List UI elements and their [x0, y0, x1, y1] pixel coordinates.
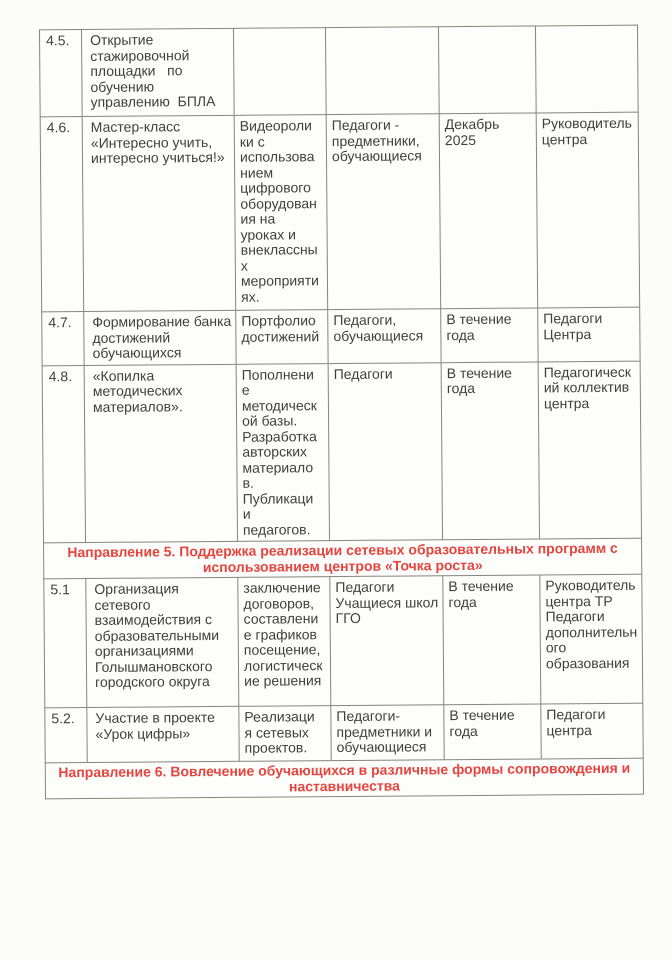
row-number-cell: 4.7. — [42, 312, 84, 366]
activity-cell: Организация сетевого взаимодействия с образовательными организациями Голышмановского городского округа — [86, 577, 239, 707]
activity-cell: Открытие стажировочной площадки по обучению управлению БПЛА — [81, 28, 234, 116]
table-row — [42, 361, 641, 543]
timing-cell: В течение года — [444, 704, 541, 760]
section-header-row — [45, 758, 643, 799]
format-cell: Пополнени е методическ ой базы. Разработка авторских материало в. Публикаци и педагогов. — [236, 363, 329, 541]
activity-cell: «Копилка методических материалов». — [84, 364, 237, 543]
responsible-cell: Педагоги центра — [541, 703, 643, 759]
row-number-cell: 4.5. — [39, 30, 82, 117]
format-cell: заключение договоров, составлени е графиков посещение, логистическ ие решения — [238, 577, 331, 707]
timing-cell: Декабрь 2025 — [439, 113, 538, 309]
participants-cell: Педагоги - предметники, обучающиеся — [326, 114, 441, 310]
timing-cell: В течение года — [443, 575, 541, 705]
table-row — [40, 112, 640, 312]
activity-plan-table — [39, 25, 644, 800]
participants-cell — [325, 27, 439, 115]
responsible-cell: Педагоги Центра — [538, 307, 640, 361]
participants-cell: Педагоги- предметники и обучающиеся — [331, 705, 444, 761]
timing-cell: В течение года — [441, 361, 539, 539]
row-number-cell: 4.6. — [40, 117, 84, 312]
section-6-header: Направление 6. Вовлечение обучающихся в различные формы сопровождения и наставничества — [45, 758, 643, 799]
table-row — [42, 307, 640, 365]
row-number-cell: 5.1 — [44, 579, 87, 708]
format-cell — [233, 28, 326, 116]
participants-cell: Педагоги — [328, 362, 442, 540]
row-number-cell: 5.2. — [45, 708, 87, 763]
participants-cell: Педагоги Учащиеся школ ГГО — [330, 576, 444, 706]
responsible-cell: Руководитель центра — [536, 112, 640, 308]
table-row — [39, 25, 638, 117]
timing-cell — [438, 26, 536, 114]
row-number-cell: 4.8. — [42, 365, 85, 543]
activity-cell: Формирование банка достижений обучающихся — [84, 310, 236, 365]
format-cell: Реализаци я сетевых проектов. — [239, 706, 331, 762]
table-row — [44, 574, 643, 708]
section-5-header: Направление 5. Поддержка реализации сетевых образовательных программ с использованием центров «Точка роста» — [44, 538, 642, 579]
activity-cell: Мастер-класс «Интересно учить, интересно учиться!» — [82, 115, 236, 311]
table-row — [45, 703, 643, 763]
format-cell: Портфолио достижений — [236, 310, 328, 364]
format-cell: Видеороли ки с использова нием цифрового оборудован ия на уроках и внеклассны х мероприяти ях. — [234, 115, 328, 311]
responsible-cell: Руководитель центра ТР Педагоги дополнительн ого образования — [540, 574, 643, 704]
timing-cell: В течение года — [441, 308, 538, 362]
responsible-cell — [535, 25, 638, 113]
responsible-cell: Педагогическ ий коллектив центра — [538, 361, 641, 539]
activity-cell: Участие в проекте «Урок цифры» — [87, 706, 239, 762]
section-header-row — [44, 538, 642, 579]
participants-cell: Педагоги, обучающиеся — [328, 309, 441, 363]
